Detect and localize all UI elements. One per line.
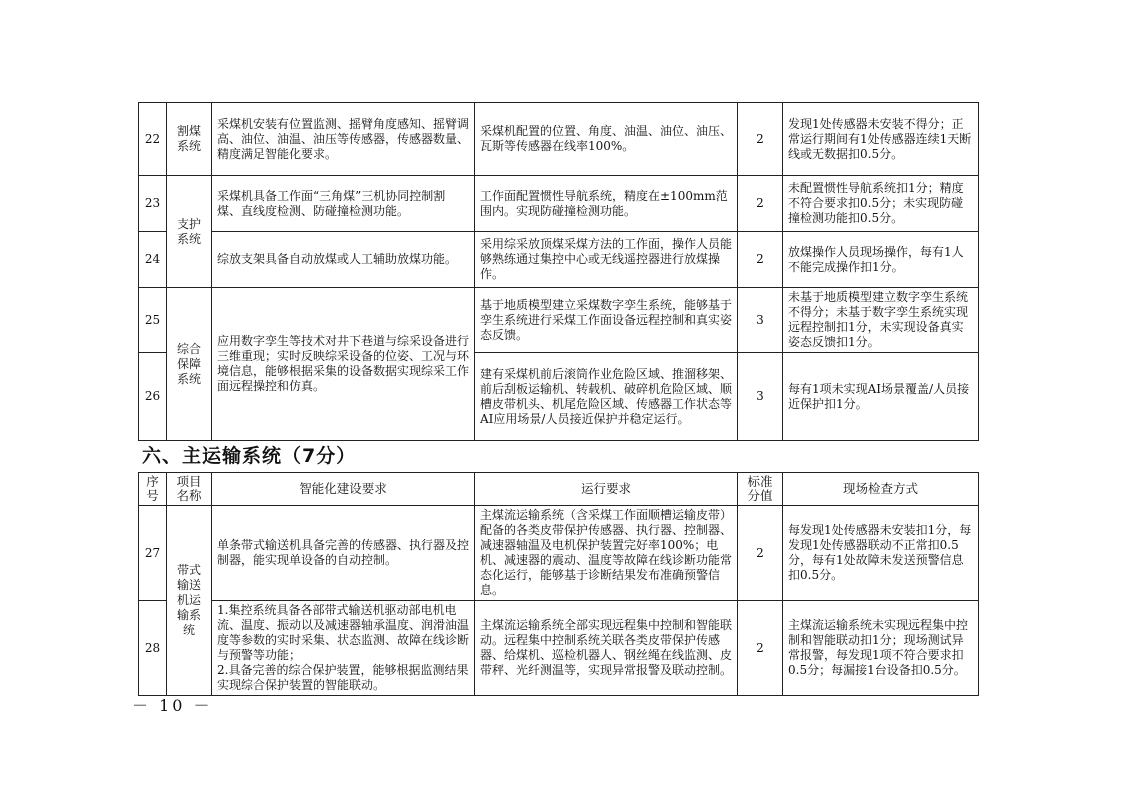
requirements-table-upper [138, 102, 979, 441]
header-operation: 运行要求 [475, 473, 738, 506]
requirements-table-lower [138, 472, 979, 696]
check-cell: 未配置惯性导航系统扣1分；精度不符合要求扣0.5分；未实现防碰撞检测功能扣0.5分。 [783, 176, 979, 232]
table-row [139, 288, 979, 353]
row-number: 22 [139, 103, 167, 176]
section-heading: 六、主运输系统（7分） [142, 445, 357, 467]
operation-cell: 基于地质模型建立采煤数字孪生系统，能够基于孪生系统进行采煤工作面设备远程控制和真实姿态反馈。 [475, 288, 738, 353]
check-cell: 未基于地质模型建立数字孪生系统不得分；未基于数字孪生系统实现远程控制扣1分，未实现设备真实姿态反馈扣1分。 [783, 288, 979, 353]
score-cell: 3 [738, 353, 783, 441]
score-cell: 3 [738, 288, 783, 353]
system-name: 综合 保障 系统 [167, 288, 212, 441]
row-number: 27 [139, 506, 167, 601]
row-number: 24 [139, 232, 167, 288]
operation-cell: 主煤流运输系统（含采煤工作面顺槽运输皮带）配备的各类皮带保护传感器、执行器、控制器、减速器轴温及电机保护装置完好率100%；电机、减速器的震动、温度等故障在线诊断功能常态化运行，能够基于诊断结果发布准确预警信息。 [475, 506, 738, 601]
system-name: 带式 输送 机运 输系 统 [167, 506, 212, 696]
system-name: 割煤 系统 [167, 103, 212, 176]
row-number: 28 [139, 601, 167, 696]
operation-cell: 工作面配置惯性导航系统，精度在±100mm范围内。实现防碰撞检测功能。 [475, 176, 738, 232]
check-cell: 每发现1处传感器未安装扣1分，每发现1处传感器联动不正常扣0.5分，每有1处故障未发送预警信息扣0.5分。 [783, 506, 979, 601]
table-row [139, 232, 979, 288]
page-number: － 10 － [132, 696, 213, 715]
header-item: 项目 名称 [167, 473, 212, 506]
header-score: 标准 分值 [738, 473, 783, 506]
check-cell: 发现1处传感器未安装不得分；正常运行期间有1处传感器连续1天断线或无数据扣0.5分。 [783, 103, 979, 176]
requirement-cell: 采煤机具备工作面“三角煤”三机协同控制割煤、直线度检测、防碰撞检测功能。 [212, 176, 475, 232]
header-check: 现场检查方式 [783, 473, 979, 506]
table-header-row [139, 473, 979, 506]
requirement-cell: 综放支架具备自动放煤或人工辅助放煤功能。 [212, 232, 475, 288]
table-row [139, 601, 979, 696]
requirement-cell: 单条带式输送机具备完善的传感器、执行器及控制器，能实现单设备的自动控制。 [212, 506, 475, 601]
check-cell: 每有1项未实现AI场景覆盖/人员接近保护扣1分。 [783, 353, 979, 441]
header-no: 序 号 [139, 473, 167, 506]
operation-cell: 采用综采放顶煤采煤方法的工作面，操作人员能够熟练通过集控中心或无线遥控器进行放煤操作。 [475, 232, 738, 288]
header-requirement: 智能化建设要求 [212, 473, 475, 506]
table-row [139, 176, 979, 232]
system-name: 支护 系统 [167, 176, 212, 288]
table-row [139, 103, 979, 176]
operation-cell: 采煤机配置的位置、角度、油温、油位、油压、瓦斯等传感器在线率100%。 [475, 103, 738, 176]
score-cell: 2 [738, 103, 783, 176]
row-number: 25 [139, 288, 167, 353]
table-row [139, 506, 979, 601]
row-number: 23 [139, 176, 167, 232]
requirement-cell: 应用数字孪生等技术对井下巷道与综采设备进行三维重现；实时反映综采设备的位姿、工况与环境信息，能够根据采集的设备数据实现综采工作面远程操控和仿真。 [212, 288, 475, 441]
row-number: 26 [139, 353, 167, 441]
operation-cell: 主煤流运输系统全部实现远程集中控制和智能联动。远程集中控制系统关联各类皮带保护传感器、给煤机、巡检机器人、钢丝绳在线监测、皮带秤、光纤测温等，实现异常报警及联动控制。 [475, 601, 738, 696]
score-cell: 2 [738, 506, 783, 601]
requirement-cell: 采煤机安装有位置监测、摇臂角度感知、摇臂调高、油位、油温、油压等传感器，传感器数量、精度满足智能化要求。 [212, 103, 475, 176]
check-cell: 主煤流运输系统未实现远程集中控制和智能联动扣1分；现场测试异常报警，每发现1项不符合要求扣0.5分；每漏接1台设备扣0.5分。 [783, 601, 979, 696]
requirement-cell: 1.集控系统具备各部带式输送机驱动部电机电流、温度、振动以及减速器轴承温度、润滑油温度等参数的实时采集、状态监测、故障在线诊断与预警等功能； 2.具备完善的综合保护装置，能够根据监测结果实现综合保护装置的智能联动。 [212, 601, 475, 696]
score-cell: 2 [738, 176, 783, 232]
score-cell: 2 [738, 232, 783, 288]
check-cell: 放煤操作人员现场操作，每有1人不能完成操作扣1分。 [783, 232, 979, 288]
score-cell: 2 [738, 601, 783, 696]
operation-cell: 建有采煤机前后滚筒作业危险区域、推溜移架、前后刮板运输机、转载机、破碎机危险区域、顺槽皮带机头、机尾危险区域、传感器工作状态等AI应用场景/人员接近保护并稳定运行。 [475, 353, 738, 441]
